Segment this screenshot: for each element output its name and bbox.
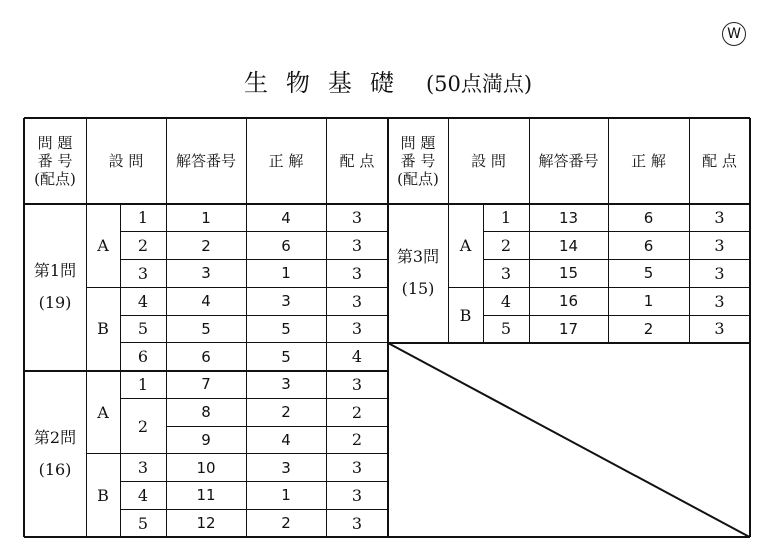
grid-line bbox=[483, 231, 750, 232]
correct-answer: 3 bbox=[281, 458, 291, 477]
header-question-line: (配点) bbox=[34, 170, 76, 188]
header-answer-number-left: 解答番号 bbox=[175, 152, 236, 170]
points-value: 3 bbox=[351, 374, 363, 394]
correct-answer: 5 bbox=[281, 319, 291, 338]
grid-line bbox=[86, 453, 388, 454]
subject-title: 生物基礎 bbox=[243, 69, 412, 97]
correct-answer: 2 bbox=[643, 319, 654, 338]
question-number: 2 bbox=[500, 236, 512, 256]
grid-line bbox=[448, 118, 449, 343]
question-number: 6 bbox=[137, 347, 149, 367]
correct-answer: 4 bbox=[281, 430, 291, 449]
grid-line bbox=[608, 118, 609, 343]
grid-line bbox=[166, 426, 388, 427]
points-value: 3 bbox=[714, 236, 725, 256]
grid-line bbox=[120, 231, 388, 232]
points-value: 3 bbox=[351, 319, 363, 339]
points-value: 3 bbox=[714, 208, 725, 228]
group-label: A bbox=[97, 236, 109, 256]
question-number: 4 bbox=[137, 291, 149, 311]
points-value: 3 bbox=[351, 291, 363, 311]
points-value: 2 bbox=[351, 430, 363, 450]
answer-number: 9 bbox=[201, 430, 211, 449]
section-points: (19) bbox=[38, 293, 72, 313]
correct-answer: 2 bbox=[281, 514, 291, 533]
points-value: 3 bbox=[351, 236, 363, 256]
points-value: 3 bbox=[351, 208, 363, 228]
grid-line bbox=[120, 259, 388, 260]
section-points: (16) bbox=[38, 459, 72, 479]
group-label: A bbox=[459, 236, 472, 256]
correct-answer: 3 bbox=[281, 375, 291, 394]
group-label: B bbox=[97, 485, 109, 505]
answer-number: 5 bbox=[201, 319, 211, 338]
section-name: 第3問 bbox=[396, 247, 440, 267]
question-number: 3 bbox=[137, 458, 149, 478]
grid-line bbox=[23, 118, 25, 537]
grid-line bbox=[689, 118, 690, 343]
answer-number: 15 bbox=[558, 264, 579, 283]
header-correct-right: 正 解 bbox=[631, 152, 666, 170]
grid-line bbox=[448, 287, 750, 288]
points-value: 4 bbox=[351, 347, 363, 367]
grid-line bbox=[246, 118, 247, 537]
header-sub-question-left: 設 問 bbox=[108, 152, 144, 170]
grid-line bbox=[120, 204, 121, 537]
correct-answer: 6 bbox=[643, 236, 654, 255]
header-sub-question-right: 設 問 bbox=[471, 152, 506, 170]
answer-number: 6 bbox=[201, 347, 211, 366]
grid-line bbox=[326, 118, 327, 537]
question-number: 5 bbox=[500, 319, 512, 339]
grid-line bbox=[120, 481, 388, 482]
points-value: 3 bbox=[351, 263, 363, 283]
section-name: 第1問 bbox=[33, 261, 77, 281]
answer-number: 16 bbox=[558, 292, 579, 311]
header-question-line: 問 題 bbox=[400, 134, 436, 152]
correct-answer: 5 bbox=[281, 347, 291, 366]
question-number: 5 bbox=[137, 513, 149, 533]
blank-area-diagonal bbox=[388, 343, 750, 537]
grid-line bbox=[86, 287, 388, 288]
answer-number: 14 bbox=[558, 236, 579, 255]
group-label: B bbox=[459, 305, 472, 325]
correct-answer: 1 bbox=[281, 486, 291, 505]
section-name: 第2問 bbox=[33, 427, 77, 447]
version-mark: W bbox=[722, 22, 746, 46]
header-question-line: 番 号 bbox=[400, 152, 436, 170]
group-label: B bbox=[97, 319, 109, 339]
answer-number: 13 bbox=[558, 208, 579, 227]
points-value: 3 bbox=[351, 513, 363, 533]
points-value: 3 bbox=[351, 458, 363, 478]
question-number: 3 bbox=[500, 263, 512, 283]
section-points: (15) bbox=[401, 279, 435, 299]
points-value: 3 bbox=[714, 291, 725, 311]
correct-answer: 5 bbox=[643, 264, 654, 283]
grid-line bbox=[483, 204, 484, 343]
answer-number: 12 bbox=[196, 514, 216, 533]
correct-answer: 4 bbox=[281, 208, 291, 227]
answer-number: 11 bbox=[196, 486, 216, 505]
answer-number: 4 bbox=[201, 292, 211, 311]
answer-table bbox=[24, 118, 750, 538]
answer-number: 3 bbox=[201, 264, 211, 283]
answer-number: 17 bbox=[558, 319, 579, 338]
correct-answer: 1 bbox=[643, 292, 654, 311]
question-number: 2 bbox=[137, 416, 149, 436]
grid-line bbox=[120, 509, 388, 510]
answer-number: 1 bbox=[201, 208, 211, 227]
answer-number: 10 bbox=[196, 458, 216, 477]
question-number: 4 bbox=[137, 485, 149, 505]
question-number: 1 bbox=[137, 374, 149, 394]
question-number: 2 bbox=[137, 236, 149, 256]
header-question-left bbox=[24, 118, 86, 204]
grid-line bbox=[529, 118, 530, 343]
header-question-right bbox=[388, 118, 448, 204]
correct-answer: 2 bbox=[281, 403, 291, 422]
header-points-right: 配 点 bbox=[702, 152, 737, 170]
question-number: 1 bbox=[137, 208, 149, 228]
grid-line bbox=[86, 118, 87, 537]
header-question-line: 問 題 bbox=[37, 134, 73, 152]
points-value: 3 bbox=[714, 319, 725, 339]
grid-line bbox=[166, 118, 167, 537]
correct-answer: 6 bbox=[643, 208, 654, 227]
points-value: 3 bbox=[351, 485, 363, 505]
title-subtitle: (50点満点) bbox=[425, 72, 533, 96]
answer-number: 7 bbox=[201, 375, 211, 394]
header-points-left: 配 点 bbox=[339, 152, 375, 170]
correct-answer: 1 bbox=[281, 264, 291, 283]
grid-line bbox=[120, 398, 388, 399]
grid-line bbox=[120, 315, 388, 316]
points-value: 3 bbox=[714, 263, 725, 283]
question-number: 1 bbox=[500, 208, 512, 228]
answer-number: 8 bbox=[201, 403, 211, 422]
question-number: 5 bbox=[137, 319, 149, 339]
question-number: 4 bbox=[500, 291, 512, 311]
grid-line bbox=[120, 342, 388, 343]
answer-number: 2 bbox=[201, 236, 211, 255]
page-title bbox=[0, 63, 776, 98]
header-correct-left: 正 解 bbox=[268, 152, 304, 170]
correct-answer: 3 bbox=[281, 292, 291, 311]
points-value: 2 bbox=[351, 402, 363, 422]
correct-answer: 6 bbox=[281, 236, 291, 255]
grid-line bbox=[24, 370, 388, 372]
header-question-line: (配点) bbox=[397, 170, 439, 188]
group-label: A bbox=[97, 402, 109, 422]
header-answer-number-right: 解答番号 bbox=[538, 152, 599, 170]
header-question-line: 番 号 bbox=[37, 152, 73, 170]
grid-line bbox=[483, 315, 750, 316]
question-number: 3 bbox=[137, 263, 149, 283]
grid-line bbox=[483, 259, 750, 260]
